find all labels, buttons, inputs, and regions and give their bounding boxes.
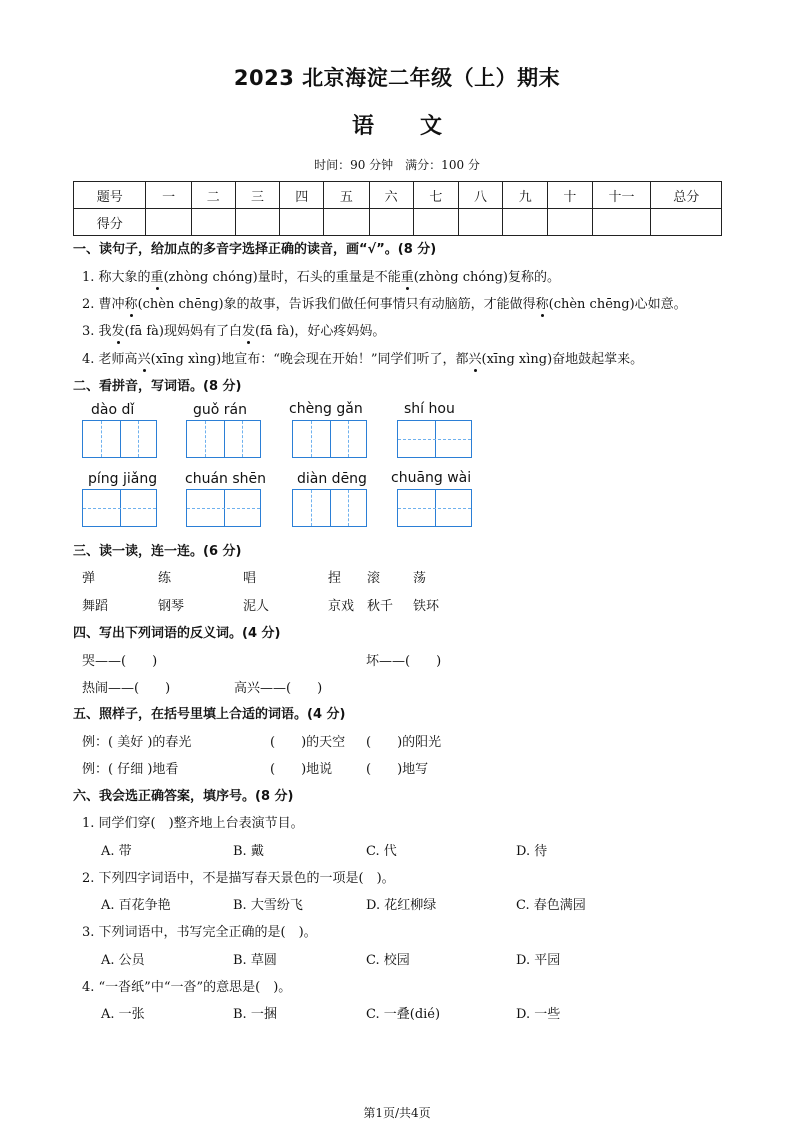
question-text: (chèn chēng)心如意。 — [548, 297, 687, 312]
table-cell: 八 — [458, 182, 502, 209]
pinyin-label: píng jiǎng — [88, 471, 158, 487]
match-item-bottom[interactable]: 秋千 — [367, 599, 394, 614]
choice-option[interactable]: D. 平园 — [516, 953, 561, 968]
score-table-header-row — [74, 182, 722, 209]
fill-item[interactable]: ( )的阳光 — [366, 735, 442, 750]
dotted-char: 重 — [150, 270, 164, 285]
score-input-cell[interactable] — [548, 209, 592, 236]
writing-grid[interactable] — [292, 489, 367, 527]
match-item-top[interactable]: 捏 — [328, 571, 342, 586]
dotted-char: 兴 — [468, 352, 482, 367]
section-3-heading: 三、读一读，连一连。(6 分) — [73, 544, 242, 559]
subject-char-1: 语 — [351, 114, 374, 139]
grid-dash — [293, 490, 349, 526]
question-text: 3. 我 — [82, 324, 112, 339]
score-input-cell[interactable] — [324, 209, 369, 236]
table-cell: 七 — [413, 182, 458, 209]
table-cell: 三 — [235, 182, 279, 209]
pinyin-label: chuāng wài — [391, 470, 472, 486]
dotted-char: 发 — [241, 324, 255, 339]
dotted-char: 称 — [124, 297, 138, 312]
subject-char-2: 文 — [420, 114, 443, 139]
choice-question-stem: 2. 下列四字词语中，不是描写春天景色的一项是( )。 — [82, 871, 395, 886]
score-input-cell[interactable] — [369, 209, 413, 236]
score-input-cell[interactable] — [458, 209, 502, 236]
section-1-question-1 — [82, 266, 560, 285]
table-cell: 题号 — [74, 182, 146, 209]
question-text: (xīng xìng)地宣布：“晚会现在开始！”同学们听了，都 — [150, 352, 469, 367]
pinyin-label: chèng gǎn — [289, 401, 363, 417]
choice-option[interactable]: A. 一张 — [101, 1007, 145, 1022]
dotted-char: 称 — [535, 297, 549, 312]
table-cell: 五 — [324, 182, 369, 209]
dotted-char: 发 — [111, 324, 125, 339]
score-input-cell[interactable] — [146, 209, 191, 236]
match-item-top[interactable]: 唱 — [243, 571, 257, 586]
grid-dash — [83, 421, 139, 457]
pinyin-label: dào dǐ — [91, 402, 135, 418]
table-cell: 一 — [146, 182, 191, 209]
table-cell: 四 — [280, 182, 324, 209]
choice-option[interactable]: B. 一捆 — [233, 1007, 277, 1022]
score-input-cell[interactable] — [651, 209, 722, 236]
grid-dash — [187, 421, 243, 457]
score-input-cell[interactable] — [503, 209, 548, 236]
antonym-item[interactable]: 坏——( ) — [366, 654, 442, 669]
section-4-heading: 四、写出下列词语的反义词。(4 分) — [73, 626, 281, 641]
match-item-bottom[interactable]: 泥人 — [243, 599, 270, 614]
question-text: (fā fà)现妈妈有了白 — [124, 324, 242, 339]
section-1-question-3 — [82, 320, 385, 339]
match-item-top[interactable]: 荡 — [413, 571, 427, 586]
table-cell: 十 — [548, 182, 592, 209]
choice-option[interactable]: C. 校园 — [366, 953, 410, 968]
subject-title — [0, 109, 794, 140]
choice-question-stem: 1. 同学们穿( )整齐地上台表演节目。 — [82, 816, 304, 831]
score-input-cell[interactable] — [191, 209, 235, 236]
section-1-question-2 — [82, 293, 687, 312]
dotted-char: 重 — [400, 270, 414, 285]
match-item-bottom[interactable]: 铁环 — [413, 599, 440, 614]
grid-dash — [293, 421, 349, 457]
grid-dash — [83, 508, 156, 509]
choice-option[interactable]: D. 花红柳绿 — [366, 898, 437, 913]
antonym-item[interactable]: 热闹——( ) — [82, 681, 171, 696]
question-text: (zhòng chóng)量时，石头的重量是不能 — [163, 270, 401, 285]
match-item-top[interactable]: 弹 — [82, 571, 96, 586]
score-input-cell[interactable] — [413, 209, 458, 236]
section-5-heading: 五、照样子，在括号里填上合适的词语。(4 分) — [73, 707, 346, 722]
fill-item[interactable]: ( )地说 — [270, 762, 333, 777]
question-text: 4. 老师高 — [82, 352, 138, 367]
antonym-item[interactable]: 高兴——( ) — [234, 681, 323, 696]
match-item-top[interactable]: 滚 — [367, 571, 381, 586]
pinyin-label: guǒ rán — [193, 402, 247, 418]
writing-grid[interactable] — [186, 420, 261, 458]
pinyin-label: shí hou — [404, 401, 455, 417]
question-text: (xīng xìng)奋地鼓起掌来。 — [481, 352, 644, 367]
choice-option[interactable]: B. 大雪纷飞 — [233, 898, 303, 913]
section-2-heading: 二、看拼音，写词语。(8 分) — [73, 379, 242, 394]
table-cell: 得分 — [74, 209, 146, 236]
choice-option[interactable]: C. 春色满园 — [516, 898, 586, 913]
question-text: (zhòng chóng)复称的。 — [413, 270, 560, 285]
question-text: 1. 称大象的 — [82, 270, 151, 285]
score-input-cell[interactable] — [280, 209, 324, 236]
grid-dash — [398, 508, 471, 509]
question-text: (fā fà)，好心疼妈妈。 — [254, 324, 386, 339]
section-1-heading: 一、读句子，给加点的多音字选择正确的读音，画“√”。(8 分) — [73, 242, 437, 257]
score-input-cell[interactable] — [235, 209, 279, 236]
time-info: 时间：90 分钟 满分：100 分 — [314, 158, 480, 172]
pinyin-label: chuán shēn — [185, 471, 266, 487]
choice-question-stem: 4. “一沓纸”中“一沓”的意思是( )。 — [82, 980, 292, 995]
antonym-item[interactable]: 哭——( ) — [82, 654, 158, 669]
pinyin-label: diàn dēng — [297, 471, 367, 487]
fill-item[interactable]: ( )地写 — [366, 762, 429, 777]
score-input-cell[interactable] — [592, 209, 651, 236]
grid-dash — [187, 508, 260, 509]
writing-grid[interactable] — [82, 420, 157, 458]
fill-item[interactable]: ( )的天空 — [270, 735, 346, 750]
table-cell: 总分 — [651, 182, 722, 209]
page-number: 第1页/共4页 — [363, 1106, 431, 1120]
choice-option[interactable]: A. 公员 — [101, 953, 145, 968]
table-cell: 九 — [503, 182, 548, 209]
choice-option[interactable]: B. 戴 — [233, 844, 264, 859]
choice-option[interactable]: C. 代 — [366, 844, 397, 859]
writing-grid[interactable] — [292, 420, 367, 458]
section-6-heading: 六、我会选正确答案，填序号。(8 分) — [73, 789, 294, 804]
question-text: 2. 曹冲 — [82, 297, 125, 312]
grid-dash — [398, 439, 471, 440]
writing-grid[interactable] — [397, 420, 472, 458]
choice-option[interactable]: C. 一叠(dié) — [366, 1007, 441, 1022]
choice-option[interactable]: D. 一些 — [516, 1007, 561, 1022]
score-table-score-row — [74, 209, 722, 236]
dotted-char: 兴 — [137, 352, 151, 367]
table-cell: 二 — [191, 182, 235, 209]
match-item-bottom[interactable]: 钢琴 — [158, 599, 185, 614]
writing-grid[interactable] — [82, 489, 157, 527]
section-1-question-4 — [82, 348, 643, 367]
choice-option[interactable]: A. 带 — [101, 844, 132, 859]
table-cell: 六 — [369, 182, 413, 209]
table-cell: 十一 — [592, 182, 651, 209]
choice-option[interactable]: A. 百花争艳 — [101, 898, 171, 913]
fill-example: 例：( 仔细 )地看 — [82, 762, 179, 777]
question-text: (chèn chēng)象的故事，告诉我们做任何事情只有动脑筋，才能做得 — [137, 297, 536, 312]
exam-title: 2023 北京海淀二年级（上）期末 — [233, 66, 561, 90]
choice-option[interactable]: B. 草圆 — [233, 953, 277, 968]
match-item-bottom[interactable]: 京戏 — [328, 599, 355, 614]
choice-question-stem: 3. 下列词语中，书写完全正确的是( )。 — [82, 925, 317, 940]
writing-grid[interactable] — [186, 489, 261, 527]
choice-option[interactable]: D. 待 — [516, 844, 548, 859]
match-item-bottom[interactable]: 舞蹈 — [82, 599, 109, 614]
writing-grid[interactable] — [397, 489, 472, 527]
score-table — [73, 181, 722, 236]
fill-example: 例：( 美好 )的春光 — [82, 735, 192, 750]
match-item-top[interactable]: 练 — [158, 571, 172, 586]
